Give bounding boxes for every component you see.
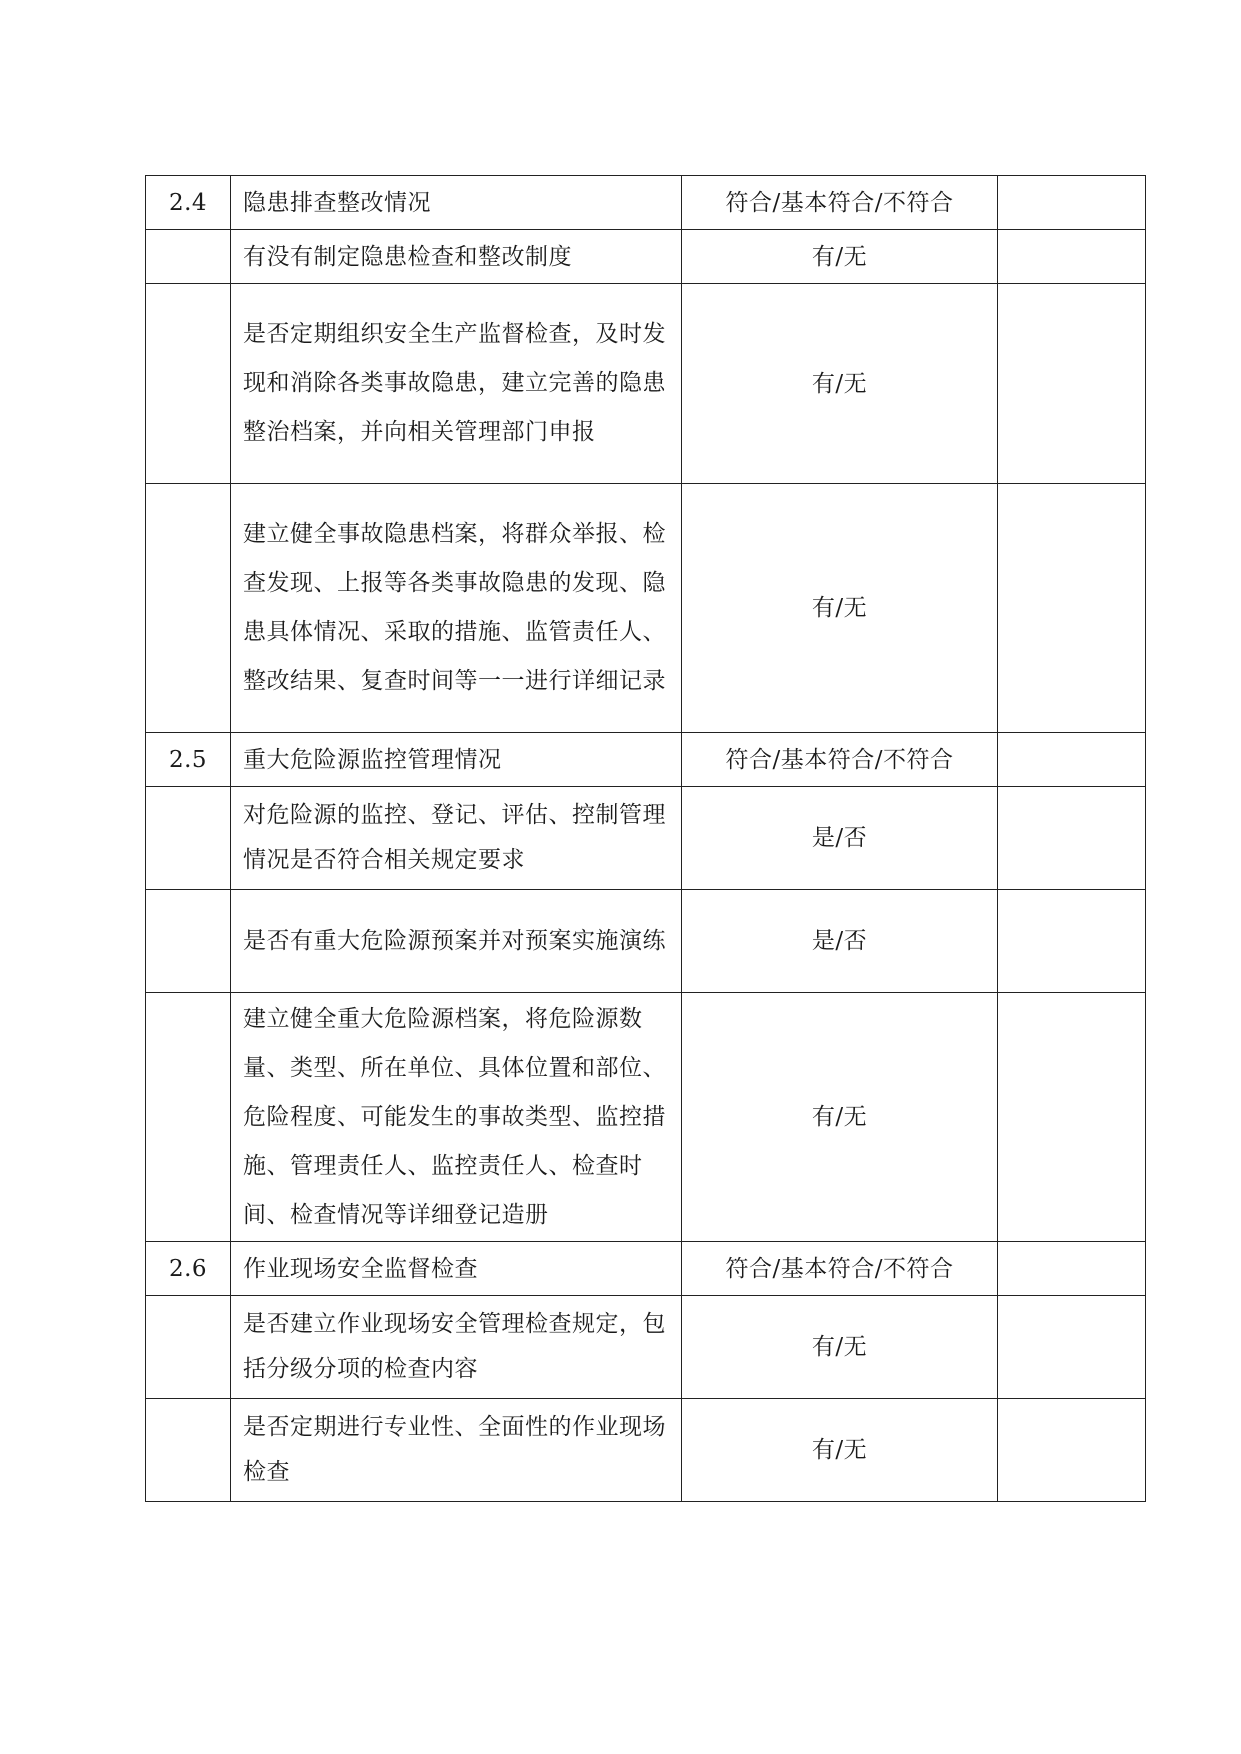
- remark-cell: [998, 890, 1146, 993]
- table-row: [146, 230, 1146, 284]
- remark-cell: [998, 484, 1146, 733]
- item-description: 建立健全重大危险源档案，将危险源数量、类型、所在单位、具体位置和部位、危险程度、可能发生的事故类型、监控措施、管理责任人、监控责任人、检查时间、检查情况等详细登记造册: [231, 993, 682, 1242]
- item-description: 建立健全事故隐患档案，将群众举报、检查发现、上报等各类事故隐患的发现、隐患具体情况、采取的措施、监管责任人、整改结果、复查时间等一一进行详细记录: [231, 484, 682, 733]
- item-number: [146, 1399, 231, 1502]
- item-number: [146, 230, 231, 284]
- remark-cell: [998, 1242, 1146, 1296]
- item-number: [146, 890, 231, 993]
- table-row: [146, 284, 1146, 484]
- table-row-section-2-5: [146, 733, 1146, 787]
- item-description: 隐患排查整改情况: [231, 176, 682, 230]
- item-description: 是否建立作业现场安全管理检查规定，包括分级分项的检查内容: [231, 1296, 682, 1399]
- item-number: [146, 484, 231, 733]
- table-row: [146, 484, 1146, 733]
- item-number: [146, 993, 231, 1242]
- table-row: [146, 890, 1146, 993]
- inspection-checklist-table: [145, 175, 1146, 1502]
- item-description: 重大危险源监控管理情况: [231, 733, 682, 787]
- result-options: 符合/基本符合/不符合: [682, 176, 998, 230]
- remark-cell: [998, 1399, 1146, 1502]
- remark-cell: [998, 787, 1146, 890]
- table-row-section-2-4: [146, 176, 1146, 230]
- result-options: 有/无: [682, 993, 998, 1242]
- remark-cell: [998, 993, 1146, 1242]
- item-description: 是否有重大危险源预案并对预案实施演练: [231, 890, 682, 993]
- item-number: 2.6: [146, 1242, 231, 1296]
- item-number: 2.4: [146, 176, 231, 230]
- item-number: 2.5: [146, 733, 231, 787]
- table-row: [146, 1296, 1146, 1399]
- item-description: 对危险源的监控、登记、评估、控制管理情况是否符合相关规定要求: [231, 787, 682, 890]
- result-options: 有/无: [682, 284, 998, 484]
- result-options: 是/否: [682, 787, 998, 890]
- remark-cell: [998, 176, 1146, 230]
- result-options: 有/无: [682, 1399, 998, 1502]
- item-number: [146, 284, 231, 484]
- item-description: 作业现场安全监督检查: [231, 1242, 682, 1296]
- result-options: 有/无: [682, 484, 998, 733]
- table-row-section-2-6: [146, 1242, 1146, 1296]
- result-options: 符合/基本符合/不符合: [682, 1242, 998, 1296]
- table-row: [146, 787, 1146, 890]
- remark-cell: [998, 1296, 1146, 1399]
- table-row: [146, 993, 1146, 1242]
- item-number: [146, 787, 231, 890]
- item-description: 有没有制定隐患检查和整改制度: [231, 230, 682, 284]
- item-number: [146, 1296, 231, 1399]
- item-description: 是否定期进行专业性、全面性的作业现场检查: [231, 1399, 682, 1502]
- remark-cell: [998, 284, 1146, 484]
- remark-cell: [998, 230, 1146, 284]
- item-description: 是否定期组织安全生产监督检查，及时发现和消除各类事故隐患，建立完善的隐患整治档案，并向相关管理部门申报: [231, 284, 682, 484]
- result-options: 是/否: [682, 890, 998, 993]
- table-row: [146, 1399, 1146, 1502]
- result-options: 有/无: [682, 1296, 998, 1399]
- result-options: 符合/基本符合/不符合: [682, 733, 998, 787]
- remark-cell: [998, 733, 1146, 787]
- result-options: 有/无: [682, 230, 998, 284]
